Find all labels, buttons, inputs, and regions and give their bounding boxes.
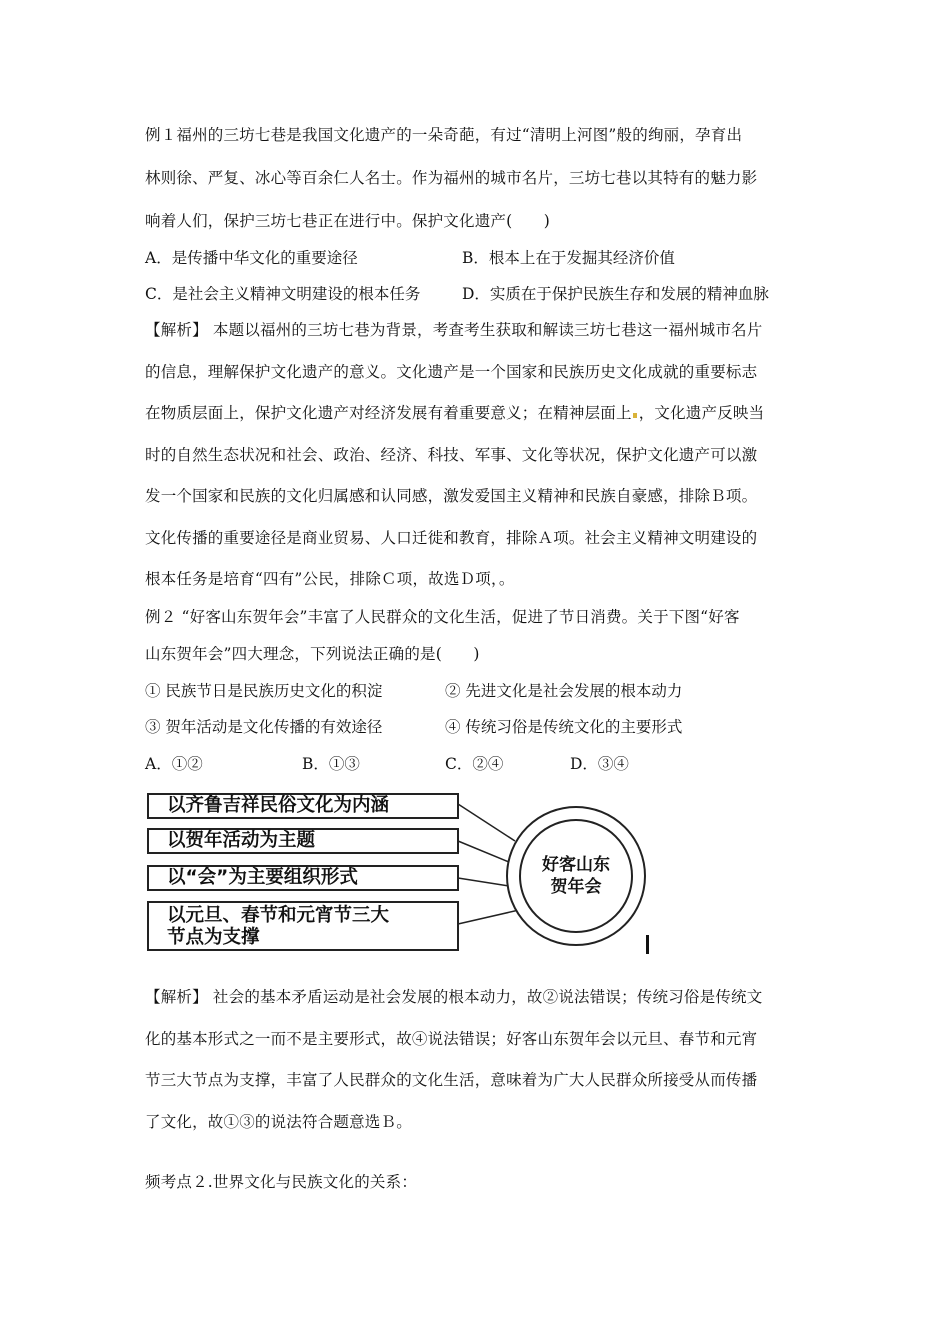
choice-a: A．①② — [145, 755, 203, 773]
next-section-heading: 频考点２.世界文化与民族文化的关系： — [145, 1173, 418, 1191]
statement-3: ③ 贺年活动是文化传播的有效途径 — [145, 718, 383, 736]
example1-analysis-line-7: 根本任务是培育“四有”公民，排除Ｃ项，故选Ｄ项，。 — [145, 570, 515, 588]
example1-option-a: A．是传播中华文化的重要途径 — [145, 249, 358, 267]
example1-line-2: 林则徐、严复、冰心等百余仁人名士。作为福州的城市名片，三坊七巷以其特有的魅力影 — [145, 169, 758, 187]
haoke-shandong-diagram — [143, 786, 663, 956]
example2-analysis-line-2: 化的基本形式之一而不是主要形式，故④说法错误；好客山东贺年会以元旦、春节和元宵 — [145, 1030, 758, 1048]
example1-option-b: B．根本上在于发掘其经济价值 — [462, 249, 675, 267]
example1-analysis-line-5: 发一个国家和民族的文化归属感和认同感，激发爱国主义精神和民族自豪感，排除Ｂ项。 — [145, 487, 758, 505]
example2-analysis-line-4: 了文化，故①③的说法符合题意选Ｂ。 — [145, 1113, 412, 1131]
diagram-box-3: 以“会”为主要组织形式 — [147, 865, 459, 891]
example2-line-2: 山东贺年会”四大理念，下列说法正确的是( ) — [145, 645, 480, 663]
example1-option-c: C．是社会主义精神文明建设的根本任务 — [145, 285, 421, 303]
statement-4: ④ 传统习俗是传统文化的主要形式 — [445, 718, 683, 736]
statement-1: ① 民族节日是民族历史文化的积淀 — [145, 682, 383, 700]
example1-analysis-line-3 — [145, 401, 764, 423]
diagram-box-4-line-2: 节点为支撑 — [167, 927, 260, 948]
diagram-center-circle — [506, 806, 646, 946]
example1-analysis-line-6: 文化传播的重要途径是商业贸易、人口迁徙和教育，排除Ａ项。社会主义精神文明建设的 — [145, 529, 758, 547]
diagram-inner-circle — [519, 819, 633, 933]
diagram-center-line-2: 贺年会 — [550, 877, 602, 897]
choice-c: C．②④ — [445, 755, 504, 773]
diagram-box-4-line-1: 以元旦、春节和元宵节三大 — [167, 905, 390, 926]
analysis-line-3-part-b: ，文化遗产反映当 — [638, 404, 765, 422]
example1-analysis-line-2: 的信息，理解保护文化遗产的意义。文化遗产是一个国家和民族历史文化成就的重要标志 — [145, 363, 758, 381]
example1-analysis-line-1: 【解析】 本题以福州的三坊七巷为背景，考查考生获取和解读三坊七巷这一福州城市名片 — [145, 321, 763, 339]
choice-d: D．③④ — [570, 755, 629, 773]
diagram-box-4 — [147, 901, 459, 951]
statement-2: ② 先进文化是社会发展的根本动力 — [445, 682, 683, 700]
example2-analysis-line-1: 【解析】 社会的基本矛盾运动是社会发展的根本动力，故②说法错误；传统习俗是传统文 — [145, 988, 763, 1006]
example1-option-d: D．实质在于保护民族生存和发展的精神血脉 — [462, 285, 769, 303]
choice-b: B．①③ — [302, 755, 360, 773]
example1-line-1: 例１福州的三坊七巷是我国文化遗产的一朵奇葩，有过“清明上河图”般的绚丽，孕育出 — [145, 126, 743, 144]
highlight-mark — [633, 413, 637, 418]
example2-line-1: 例２ “好客山东贺年会”丰富了人民群众的文化生活，促进了节日消费。关于下图“好客 — [145, 608, 740, 626]
example1-line-3: 响着人们，保护三坊七巷正在进行中。保护文化遗产( ) — [145, 212, 550, 230]
diagram-box-2: 以贺年活动为主题 — [147, 828, 459, 854]
diagram-center-line-1: 好客山东 — [542, 855, 610, 875]
diagram-box-1: 以齐鲁吉祥民俗文化为内涵 — [147, 793, 459, 819]
analysis-line-3-part-a: 在物质层面上，保护文化遗产对经济发展有着重要意义；在精神层面上 — [145, 404, 632, 422]
example1-analysis-line-4: 时的自然生态状况和社会、政治、经济、科技、军事、文化等状况，保护文化遗产可以激 — [145, 446, 758, 464]
example2-analysis-line-3: 节三大节点为支撑，丰富了人民群众的文化生活，意味着为广大人民群众所接受从而传播 — [145, 1071, 758, 1089]
text-cursor-mark — [646, 935, 649, 954]
